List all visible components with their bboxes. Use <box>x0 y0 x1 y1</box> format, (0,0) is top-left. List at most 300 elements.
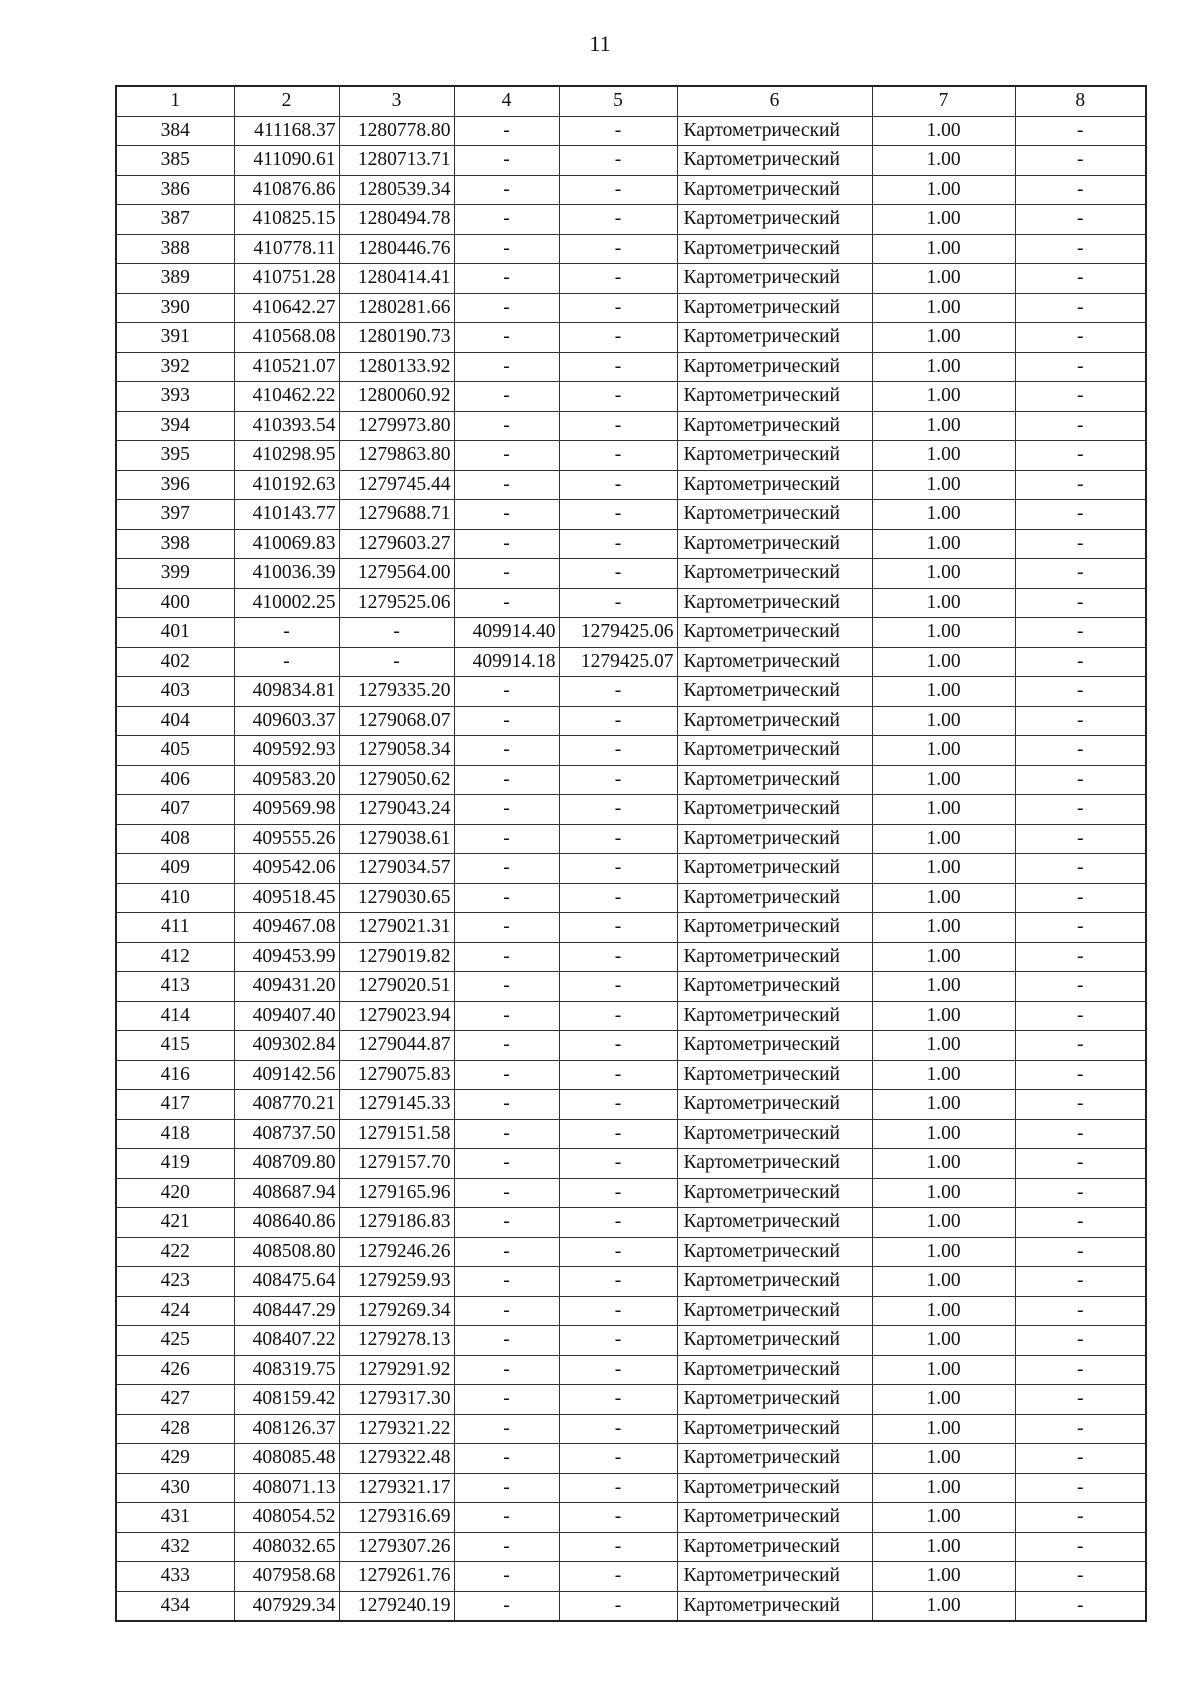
y-new-coordinate-cell: - <box>559 1296 677 1326</box>
table-row <box>116 116 1146 146</box>
accuracy-cell: 1.00 <box>872 854 1015 884</box>
x-coordinate-cell: 409302.84 <box>234 1031 339 1061</box>
table-row <box>116 677 1146 707</box>
point-number-cell: 402 <box>116 647 234 677</box>
table-row <box>116 1149 1146 1179</box>
description-cell: - <box>1015 382 1146 412</box>
y-new-coordinate-cell: - <box>559 1001 677 1031</box>
point-number-cell: 404 <box>116 706 234 736</box>
method-cell: Картометрический <box>677 116 872 146</box>
accuracy-cell: 1.00 <box>872 1385 1015 1415</box>
x-coordinate-cell: 410393.54 <box>234 411 339 441</box>
y-new-coordinate-cell: - <box>559 736 677 766</box>
y-coordinate-cell: 1279259.93 <box>339 1267 454 1297</box>
accuracy-cell: 1.00 <box>872 1532 1015 1562</box>
x-new-coordinate-cell: - <box>454 972 559 1002</box>
x-coordinate-cell: 409555.26 <box>234 824 339 854</box>
table-row <box>116 293 1146 323</box>
method-cell: Картометрический <box>677 411 872 441</box>
y-coordinate-cell: 1279034.57 <box>339 854 454 884</box>
description-cell: - <box>1015 706 1146 736</box>
accuracy-cell: 1.00 <box>872 883 1015 913</box>
description-cell: - <box>1015 588 1146 618</box>
x-coordinate-cell: 410069.83 <box>234 529 339 559</box>
y-coordinate-cell: - <box>339 618 454 648</box>
accuracy-cell: 1.00 <box>872 588 1015 618</box>
description-cell: - <box>1015 1178 1146 1208</box>
table-row <box>116 411 1146 441</box>
y-coordinate-cell: 1279317.30 <box>339 1385 454 1415</box>
y-coordinate-cell: 1280133.92 <box>339 352 454 382</box>
description-cell: - <box>1015 1503 1146 1533</box>
x-new-coordinate-cell: - <box>454 234 559 264</box>
table-row <box>116 441 1146 471</box>
x-new-coordinate-cell: - <box>454 500 559 530</box>
method-cell: Картометрический <box>677 647 872 677</box>
accuracy-cell: 1.00 <box>872 529 1015 559</box>
table-row <box>116 1326 1146 1356</box>
x-new-coordinate-cell: - <box>454 1060 559 1090</box>
y-new-coordinate-cell: - <box>559 559 677 589</box>
table-row <box>116 824 1146 854</box>
point-number-cell: 410 <box>116 883 234 913</box>
description-cell: - <box>1015 883 1146 913</box>
y-coordinate-cell: 1279030.65 <box>339 883 454 913</box>
point-number-cell: 417 <box>116 1090 234 1120</box>
point-number-cell: 425 <box>116 1326 234 1356</box>
table-row <box>116 1562 1146 1592</box>
y-new-coordinate-cell: - <box>559 972 677 1002</box>
table-row <box>116 1503 1146 1533</box>
accuracy-cell: 1.00 <box>872 1355 1015 1385</box>
table-row <box>116 972 1146 1002</box>
method-cell: Картометрический <box>677 1237 872 1267</box>
x-new-coordinate-cell: - <box>454 913 559 943</box>
y-coordinate-cell: 1279240.19 <box>339 1591 454 1621</box>
x-new-coordinate-cell: - <box>454 559 559 589</box>
method-cell: Картометрический <box>677 1178 872 1208</box>
y-new-coordinate-cell: - <box>559 411 677 441</box>
accuracy-cell: 1.00 <box>872 765 1015 795</box>
x-new-coordinate-cell: - <box>454 1532 559 1562</box>
y-new-coordinate-cell: - <box>559 1326 677 1356</box>
method-cell: Картометрический <box>677 529 872 559</box>
method-cell: Картометрический <box>677 618 872 648</box>
x-new-coordinate-cell: - <box>454 1031 559 1061</box>
x-new-coordinate-cell: - <box>454 588 559 618</box>
table-row <box>116 618 1146 648</box>
y-new-coordinate-cell: - <box>559 234 677 264</box>
description-cell: - <box>1015 1473 1146 1503</box>
y-new-coordinate-cell: - <box>559 382 677 412</box>
point-number-cell: 421 <box>116 1208 234 1238</box>
description-cell: - <box>1015 146 1146 176</box>
method-cell: Картометрический <box>677 1473 872 1503</box>
column-header-5: 5 <box>559 86 677 116</box>
y-coordinate-cell: 1279269.34 <box>339 1296 454 1326</box>
y-coordinate-cell: 1279023.94 <box>339 1001 454 1031</box>
y-coordinate-cell: 1279335.20 <box>339 677 454 707</box>
y-coordinate-cell: 1279973.80 <box>339 411 454 441</box>
y-new-coordinate-cell: - <box>559 293 677 323</box>
description-cell: - <box>1015 1562 1146 1592</box>
point-number-cell: 414 <box>116 1001 234 1031</box>
point-number-cell: 400 <box>116 588 234 618</box>
point-number-cell: 428 <box>116 1414 234 1444</box>
x-new-coordinate-cell: - <box>454 1503 559 1533</box>
table-row <box>116 205 1146 235</box>
x-coordinate-cell: 408032.65 <box>234 1532 339 1562</box>
method-cell: Картометрический <box>677 1267 872 1297</box>
x-coordinate-cell: 409453.99 <box>234 942 339 972</box>
method-cell: Картометрический <box>677 1149 872 1179</box>
y-coordinate-cell: 1279564.00 <box>339 559 454 589</box>
column-header-7: 7 <box>872 86 1015 116</box>
description-cell: - <box>1015 913 1146 943</box>
x-new-coordinate-cell: - <box>454 1414 559 1444</box>
y-new-coordinate-cell: - <box>559 1591 677 1621</box>
description-cell: - <box>1015 1060 1146 1090</box>
accuracy-cell: 1.00 <box>872 1473 1015 1503</box>
point-number-cell: 415 <box>116 1031 234 1061</box>
y-new-coordinate-cell: - <box>559 1090 677 1120</box>
table-row <box>116 500 1146 530</box>
x-new-coordinate-cell: - <box>454 1237 559 1267</box>
accuracy-cell: 1.00 <box>872 1414 1015 1444</box>
table-row <box>116 588 1146 618</box>
method-cell: Картометрический <box>677 1001 872 1031</box>
accuracy-cell: 1.00 <box>872 116 1015 146</box>
x-new-coordinate-cell: - <box>454 824 559 854</box>
table-row <box>116 1237 1146 1267</box>
y-coordinate-cell: - <box>339 647 454 677</box>
x-new-coordinate-cell: - <box>454 1444 559 1474</box>
y-new-coordinate-cell: - <box>559 1149 677 1179</box>
description-cell: - <box>1015 323 1146 353</box>
method-cell: Картометрический <box>677 1562 872 1592</box>
point-number-cell: 391 <box>116 323 234 353</box>
table-row <box>116 1119 1146 1149</box>
x-coordinate-cell: 410462.22 <box>234 382 339 412</box>
y-coordinate-cell: 1279021.31 <box>339 913 454 943</box>
y-new-coordinate-cell: - <box>559 146 677 176</box>
y-new-coordinate-cell: - <box>559 942 677 972</box>
table-body <box>116 116 1146 1621</box>
x-coordinate-cell: 410036.39 <box>234 559 339 589</box>
x-coordinate-cell: 408687.94 <box>234 1178 339 1208</box>
x-coordinate-cell: 411168.37 <box>234 116 339 146</box>
y-coordinate-cell: 1280190.73 <box>339 323 454 353</box>
point-number-cell: 395 <box>116 441 234 471</box>
description-cell: - <box>1015 1444 1146 1474</box>
point-number-cell: 385 <box>116 146 234 176</box>
description-cell: - <box>1015 234 1146 264</box>
accuracy-cell: 1.00 <box>872 205 1015 235</box>
x-new-coordinate-cell: - <box>454 736 559 766</box>
x-new-coordinate-cell: - <box>454 352 559 382</box>
method-cell: Картометрический <box>677 883 872 913</box>
y-coordinate-cell: 1279145.33 <box>339 1090 454 1120</box>
accuracy-cell: 1.00 <box>872 795 1015 825</box>
description-cell: - <box>1015 529 1146 559</box>
x-new-coordinate-cell: - <box>454 1090 559 1120</box>
description-cell: - <box>1015 1090 1146 1120</box>
x-new-coordinate-cell: - <box>454 529 559 559</box>
accuracy-cell: 1.00 <box>872 1031 1015 1061</box>
description-cell: - <box>1015 795 1146 825</box>
x-coordinate-cell: 409603.37 <box>234 706 339 736</box>
description-cell: - <box>1015 677 1146 707</box>
description-cell: - <box>1015 116 1146 146</box>
point-number-cell: 394 <box>116 411 234 441</box>
x-new-coordinate-cell: - <box>454 1119 559 1149</box>
description-cell: - <box>1015 1149 1146 1179</box>
y-coordinate-cell: 1280446.76 <box>339 234 454 264</box>
x-new-coordinate-cell: - <box>454 293 559 323</box>
method-cell: Картометрический <box>677 795 872 825</box>
description-cell: - <box>1015 264 1146 294</box>
x-new-coordinate-cell: - <box>454 942 559 972</box>
table-row <box>116 234 1146 264</box>
description-cell: - <box>1015 411 1146 441</box>
y-new-coordinate-cell: - <box>559 1385 677 1415</box>
y-new-coordinate-cell: - <box>559 116 677 146</box>
y-coordinate-cell: 1279745.44 <box>339 470 454 500</box>
description-cell: - <box>1015 618 1146 648</box>
point-number-cell: 430 <box>116 1473 234 1503</box>
y-new-coordinate-cell: - <box>559 1355 677 1385</box>
x-coordinate-cell: 408071.13 <box>234 1473 339 1503</box>
method-cell: Картометрический <box>677 323 872 353</box>
accuracy-cell: 1.00 <box>872 824 1015 854</box>
accuracy-cell: 1.00 <box>872 677 1015 707</box>
table-row <box>116 1001 1146 1031</box>
table-row <box>116 1178 1146 1208</box>
method-cell: Картометрический <box>677 293 872 323</box>
y-coordinate-cell: 1279278.13 <box>339 1326 454 1356</box>
table-row <box>116 352 1146 382</box>
x-new-coordinate-cell: - <box>454 264 559 294</box>
y-coordinate-cell: 1279688.71 <box>339 500 454 530</box>
column-header-3: 3 <box>339 86 454 116</box>
x-coordinate-cell: 410298.95 <box>234 441 339 471</box>
accuracy-cell: 1.00 <box>872 706 1015 736</box>
x-coordinate-cell: 407929.34 <box>234 1591 339 1621</box>
accuracy-cell: 1.00 <box>872 1060 1015 1090</box>
description-cell: - <box>1015 647 1146 677</box>
point-number-cell: 388 <box>116 234 234 264</box>
method-cell: Картометрический <box>677 677 872 707</box>
accuracy-cell: 1.00 <box>872 736 1015 766</box>
method-cell: Картометрический <box>677 382 872 412</box>
table-row <box>116 1473 1146 1503</box>
description-cell: - <box>1015 205 1146 235</box>
y-coordinate-cell: 1279321.22 <box>339 1414 454 1444</box>
accuracy-cell: 1.00 <box>872 647 1015 677</box>
table-row <box>116 647 1146 677</box>
y-new-coordinate-cell: - <box>559 1532 677 1562</box>
x-new-coordinate-cell: - <box>454 1562 559 1592</box>
method-cell: Картометрический <box>677 1208 872 1238</box>
y-coordinate-cell: 1279321.17 <box>339 1473 454 1503</box>
y-coordinate-cell: 1279068.07 <box>339 706 454 736</box>
y-new-coordinate-cell: - <box>559 205 677 235</box>
description-cell: - <box>1015 824 1146 854</box>
table-row <box>116 1267 1146 1297</box>
y-coordinate-cell: 1279165.96 <box>339 1178 454 1208</box>
x-new-coordinate-cell: - <box>454 677 559 707</box>
method-cell: Картометрический <box>677 1591 872 1621</box>
y-new-coordinate-cell: - <box>559 529 677 559</box>
y-coordinate-cell: 1279075.83 <box>339 1060 454 1090</box>
x-coordinate-cell: 408709.80 <box>234 1149 339 1179</box>
method-cell: Картометрический <box>677 1326 872 1356</box>
point-number-cell: 424 <box>116 1296 234 1326</box>
x-coordinate-cell: 408475.64 <box>234 1267 339 1297</box>
method-cell: Картометрический <box>677 824 872 854</box>
x-coordinate-cell: - <box>234 618 339 648</box>
x-new-coordinate-cell: - <box>454 470 559 500</box>
point-number-cell: 429 <box>116 1444 234 1474</box>
x-new-coordinate-cell: - <box>454 883 559 913</box>
description-cell: - <box>1015 1532 1146 1562</box>
x-coordinate-cell: 410521.07 <box>234 352 339 382</box>
point-number-cell: 412 <box>116 942 234 972</box>
accuracy-cell: 1.00 <box>872 1591 1015 1621</box>
x-coordinate-cell: 408447.29 <box>234 1296 339 1326</box>
y-coordinate-cell: 1279316.69 <box>339 1503 454 1533</box>
accuracy-cell: 1.00 <box>872 1267 1015 1297</box>
y-coordinate-cell: 1279261.76 <box>339 1562 454 1592</box>
table-row <box>116 1532 1146 1562</box>
y-coordinate-cell: 1279019.82 <box>339 942 454 972</box>
description-cell: - <box>1015 942 1146 972</box>
y-coordinate-cell: 1279322.48 <box>339 1444 454 1474</box>
accuracy-cell: 1.00 <box>872 175 1015 205</box>
accuracy-cell: 1.00 <box>872 411 1015 441</box>
point-number-cell: 401 <box>116 618 234 648</box>
y-new-coordinate-cell: 1279425.06 <box>559 618 677 648</box>
x-coordinate-cell: 408054.52 <box>234 1503 339 1533</box>
x-new-coordinate-cell: - <box>454 441 559 471</box>
x-coordinate-cell: 409583.20 <box>234 765 339 795</box>
x-coordinate-cell: 408737.50 <box>234 1119 339 1149</box>
y-coordinate-cell: 1279043.24 <box>339 795 454 825</box>
method-cell: Картометрический <box>677 1355 872 1385</box>
accuracy-cell: 1.00 <box>872 441 1015 471</box>
method-cell: Картометрический <box>677 736 872 766</box>
point-number-cell: 433 <box>116 1562 234 1592</box>
x-coordinate-cell: 410751.28 <box>234 264 339 294</box>
column-header-4: 4 <box>454 86 559 116</box>
description-cell: - <box>1015 1385 1146 1415</box>
accuracy-cell: 1.00 <box>872 500 1015 530</box>
method-cell: Картометрический <box>677 559 872 589</box>
description-cell: - <box>1015 352 1146 382</box>
table-row <box>116 1031 1146 1061</box>
method-cell: Картометрический <box>677 234 872 264</box>
description-cell: - <box>1015 854 1146 884</box>
point-number-cell: 399 <box>116 559 234 589</box>
accuracy-cell: 1.00 <box>872 1001 1015 1031</box>
method-cell: Картометрический <box>677 1414 872 1444</box>
y-new-coordinate-cell: - <box>559 588 677 618</box>
accuracy-cell: 1.00 <box>872 470 1015 500</box>
method-cell: Картометрический <box>677 470 872 500</box>
method-cell: Картометрический <box>677 913 872 943</box>
y-new-coordinate-cell: - <box>559 264 677 294</box>
method-cell: Картометрический <box>677 146 872 176</box>
point-number-cell: 423 <box>116 1267 234 1297</box>
description-cell: - <box>1015 1001 1146 1031</box>
point-number-cell: 427 <box>116 1385 234 1415</box>
point-number-cell: 422 <box>116 1237 234 1267</box>
table-header-row <box>116 86 1146 116</box>
table-row <box>116 854 1146 884</box>
x-new-coordinate-cell: 409914.18 <box>454 647 559 677</box>
accuracy-cell: 1.00 <box>872 1237 1015 1267</box>
method-cell: Картометрический <box>677 588 872 618</box>
description-cell: - <box>1015 1355 1146 1385</box>
x-coordinate-cell: 407958.68 <box>234 1562 339 1592</box>
y-coordinate-cell: 1280060.92 <box>339 382 454 412</box>
method-cell: Картометрический <box>677 264 872 294</box>
x-new-coordinate-cell: - <box>454 1149 559 1179</box>
accuracy-cell: 1.00 <box>872 382 1015 412</box>
table-row <box>116 883 1146 913</box>
point-number-cell: 426 <box>116 1355 234 1385</box>
y-new-coordinate-cell: - <box>559 883 677 913</box>
table-row <box>116 264 1146 294</box>
point-number-cell: 408 <box>116 824 234 854</box>
y-coordinate-cell: 1279050.62 <box>339 765 454 795</box>
table-row <box>116 913 1146 943</box>
y-new-coordinate-cell: - <box>559 795 677 825</box>
accuracy-cell: 1.00 <box>872 293 1015 323</box>
description-cell: - <box>1015 293 1146 323</box>
x-coordinate-cell: 408407.22 <box>234 1326 339 1356</box>
accuracy-cell: 1.00 <box>872 1119 1015 1149</box>
method-cell: Картометрический <box>677 500 872 530</box>
x-coordinate-cell: 409431.20 <box>234 972 339 1002</box>
y-new-coordinate-cell: - <box>559 1178 677 1208</box>
y-coordinate-cell: 1279044.87 <box>339 1031 454 1061</box>
y-new-coordinate-cell: - <box>559 1503 677 1533</box>
table-row <box>116 382 1146 412</box>
method-cell: Картометрический <box>677 765 872 795</box>
x-new-coordinate-cell: - <box>454 175 559 205</box>
x-new-coordinate-cell: - <box>454 1591 559 1621</box>
description-cell: - <box>1015 1414 1146 1444</box>
y-new-coordinate-cell: - <box>559 323 677 353</box>
x-coordinate-cell: 409569.98 <box>234 795 339 825</box>
table-row <box>116 1060 1146 1090</box>
x-new-coordinate-cell: - <box>454 1267 559 1297</box>
page-number: 11 <box>589 31 611 56</box>
y-coordinate-cell: 1279151.58 <box>339 1119 454 1149</box>
y-coordinate-cell: 1279603.27 <box>339 529 454 559</box>
y-coordinate-cell: 1280778.80 <box>339 116 454 146</box>
accuracy-cell: 1.00 <box>872 1208 1015 1238</box>
point-number-cell: 420 <box>116 1178 234 1208</box>
point-number-cell: 431 <box>116 1503 234 1533</box>
method-cell: Картометрический <box>677 1090 872 1120</box>
x-coordinate-cell: 409834.81 <box>234 677 339 707</box>
point-number-cell: 398 <box>116 529 234 559</box>
method-cell: Картометрический <box>677 1385 872 1415</box>
table-row <box>116 470 1146 500</box>
y-coordinate-cell: 1279038.61 <box>339 824 454 854</box>
